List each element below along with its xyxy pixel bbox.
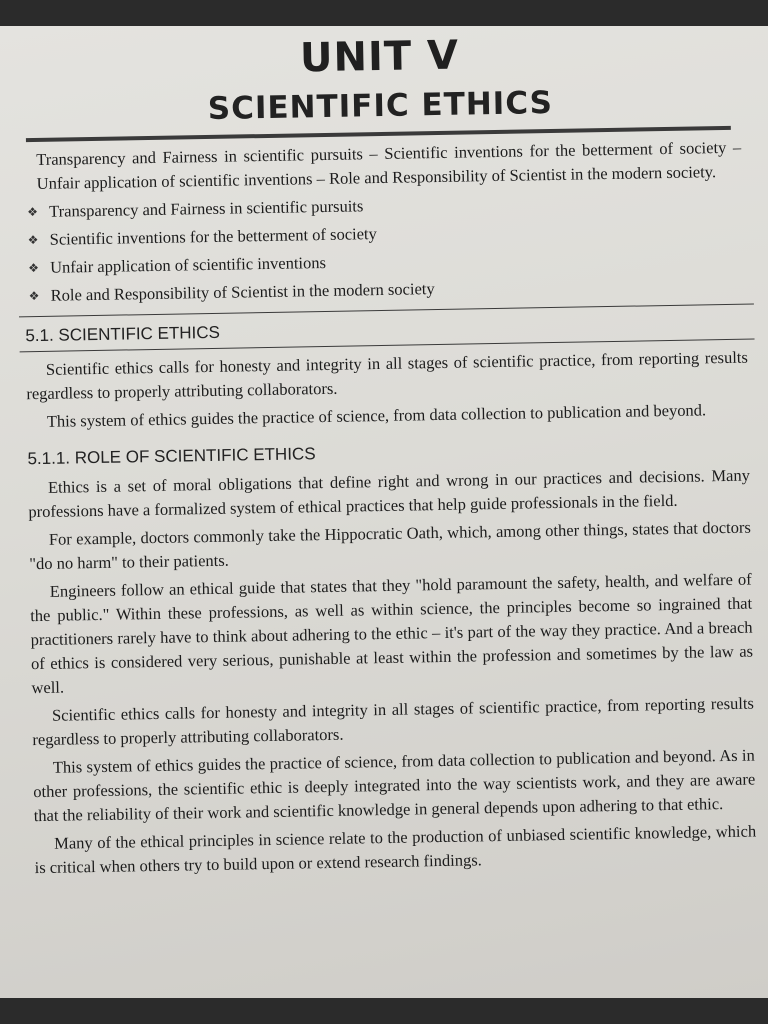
- paragraph: This system of ethics guides the practice of science, from data collection to publication and beyond. As in other professions, the scientific ethic is deeply integrated into the way scientists work, and they are aware that the reliability of their work and scientific knowledge in general depends upon adhering to that ethic.: [33, 745, 756, 826]
- section-heading: 5.1. SCIENTIFIC ETHICS: [25, 322, 221, 346]
- topic-label: Unfair application of scientific inventions: [49, 252, 327, 277]
- diamond-bullet-icon: ❖: [27, 232, 39, 248]
- page-content: [14, 26, 759, 880]
- topic-label: Role and Responsibility of Scientist in the modern society: [50, 279, 435, 305]
- syllabus-text: Transparency and Fairness in scientific pursuits – Scientific inventions for the betterment of society – Unfair application of scientific inventions – Role and Responsibility of Scientist in the modern society.: [36, 137, 742, 193]
- book-page: [0, 26, 768, 998]
- topic-label: Scientific inventions for the betterment of society: [49, 224, 377, 249]
- subsection-heading: 5.1.1. ROLE OF SCIENTIFIC ETHICS: [27, 444, 316, 469]
- diamond-bullet-icon: ❖: [28, 260, 40, 276]
- paragraph: For example, doctors commonly take the Hippocratic Oath, which, among other things, states that doctors "do no harm" to their patients.: [29, 517, 751, 574]
- paragraph: Scientific ethics calls for honesty and integrity in all stages of scientific practice, from reporting results regardless to properly attributing collaborators.: [32, 693, 755, 750]
- paragraph: Many of the ethical principles in science relate to the production of unbiased scientific knowledge, which is critical when others try to build upon or extend research findings.: [34, 821, 757, 878]
- diamond-bullet-icon: ❖: [27, 204, 39, 220]
- unit-title: UNIT V: [299, 32, 460, 82]
- paragraph: Ethics is a set of moral obligations that define right and wrong in our practices and decisions. Many professions have a formalized system of ethical practices that help guide professionals in the field.: [28, 465, 751, 522]
- paragraph: Scientific ethics calls for honesty and integrity in all stages of scientific practice, from reporting results regardless to properly attributing collaborators.: [26, 347, 749, 404]
- paragraph: This system of ethics guides the practice of science, from data collection to publication and beyond.: [46, 400, 707, 431]
- topic-list: [27, 186, 749, 311]
- paragraph: Engineers follow an ethical guide that states that they "hold paramount the safety, health, and welfare of the public." Within these professions, as well as within science, the principles become so ingrained that practitioners rarely have to think about adhering to the ethic – it's part of the way they practice. And a breach of ethics is considered very serious, punishable at least within the profession and sometimes by the law as well.: [30, 569, 754, 698]
- chapter-title: SCIENTIFIC ETHICS: [207, 84, 554, 127]
- topic-label: Transparency and Fairness in scientific pursuits: [49, 196, 364, 221]
- diamond-bullet-icon: ❖: [28, 288, 40, 304]
